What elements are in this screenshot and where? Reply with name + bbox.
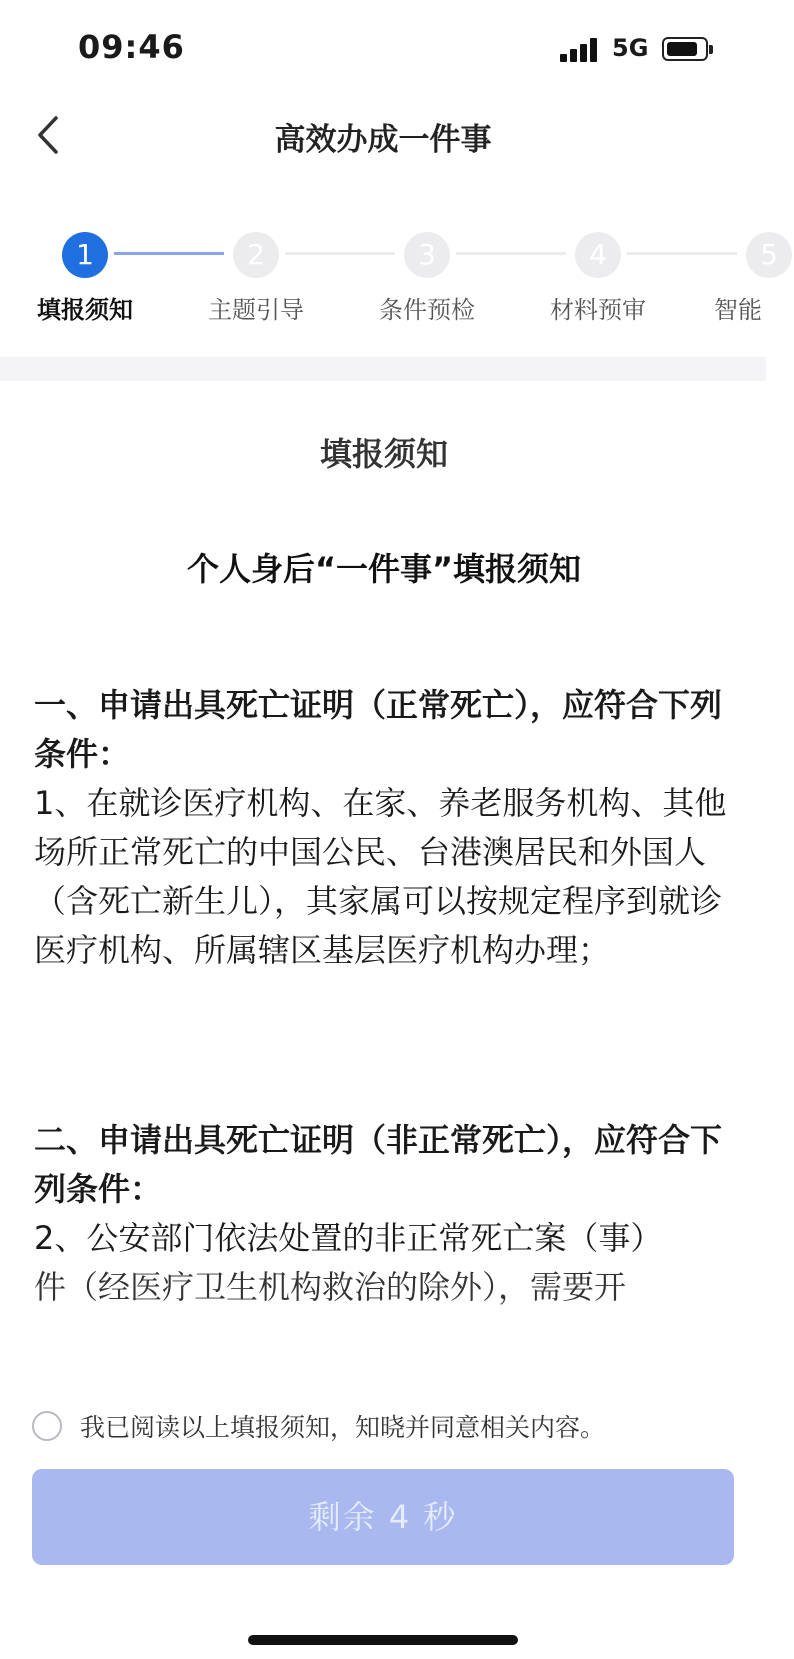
page-title: 高效办成一件事 xyxy=(274,122,492,158)
cellular-signal-icon xyxy=(560,38,600,62)
countdown-confirm-button[interactable]: 剩余 4 秒 xyxy=(32,1469,734,1565)
network-type: 5G xyxy=(612,34,649,62)
item-2-heading: 二、申请出具死亡证明（非正常死亡），应符合下列条件： xyxy=(34,1121,723,1208)
item-2-body-continued: 件（经医疗卫生机构救治的除外），需要开 xyxy=(34,1268,627,1306)
step-4-label: 材料预审 xyxy=(550,296,646,324)
item-1-heading: 一、申请出具死亡证明（正常死亡），应符合下列条件： xyxy=(34,686,723,773)
step-5-indicator: 5 xyxy=(746,232,792,278)
step-2-indicator: 2 xyxy=(233,232,279,278)
navigation-bar xyxy=(0,100,766,170)
item-1-body: 1、在就诊医疗机构、在家、养老服务机构、其他场所正常死亡的中国公民、台港澳居民和外国人（含死亡新生儿），其家属可以按规定程序到就诊医疗机构、所属辖区基层医疗机构办理； xyxy=(34,784,727,969)
battery-icon xyxy=(662,37,708,61)
step-4-indicator: 4 xyxy=(575,232,621,278)
step-connector xyxy=(114,252,224,255)
step-3-label: 条件预检 xyxy=(379,296,475,324)
step-2-label: 主题引导 xyxy=(208,296,304,324)
step-connector xyxy=(456,252,566,255)
bottom-action-panel xyxy=(0,1372,766,1659)
step-connector xyxy=(285,252,395,255)
progress-stepper xyxy=(0,225,778,325)
step-1-indicator: 1 xyxy=(62,232,108,278)
agreement-row[interactable] xyxy=(32,1406,605,1446)
notice-document-title: 个人身后“一件事”填报须知 xyxy=(186,550,582,588)
agree-label: 我已阅读以上填报须知，知晓并同意相关内容。 xyxy=(80,1413,606,1442)
status-time: 09:46 xyxy=(78,28,185,66)
home-indicator xyxy=(248,1635,518,1645)
notice-section-title: 填报须知 xyxy=(319,435,448,473)
step-connector xyxy=(627,252,737,255)
step-1-label: 填报须知 xyxy=(37,296,133,324)
step-3-indicator: 3 xyxy=(404,232,450,278)
item-2-body: 2、公安部门依法处置的非正常死亡案（事） xyxy=(34,1219,663,1257)
agree-checkbox[interactable] xyxy=(32,1411,62,1441)
section-divider xyxy=(0,357,766,381)
status-bar xyxy=(0,0,766,100)
step-5-label: 智能 xyxy=(714,296,762,324)
